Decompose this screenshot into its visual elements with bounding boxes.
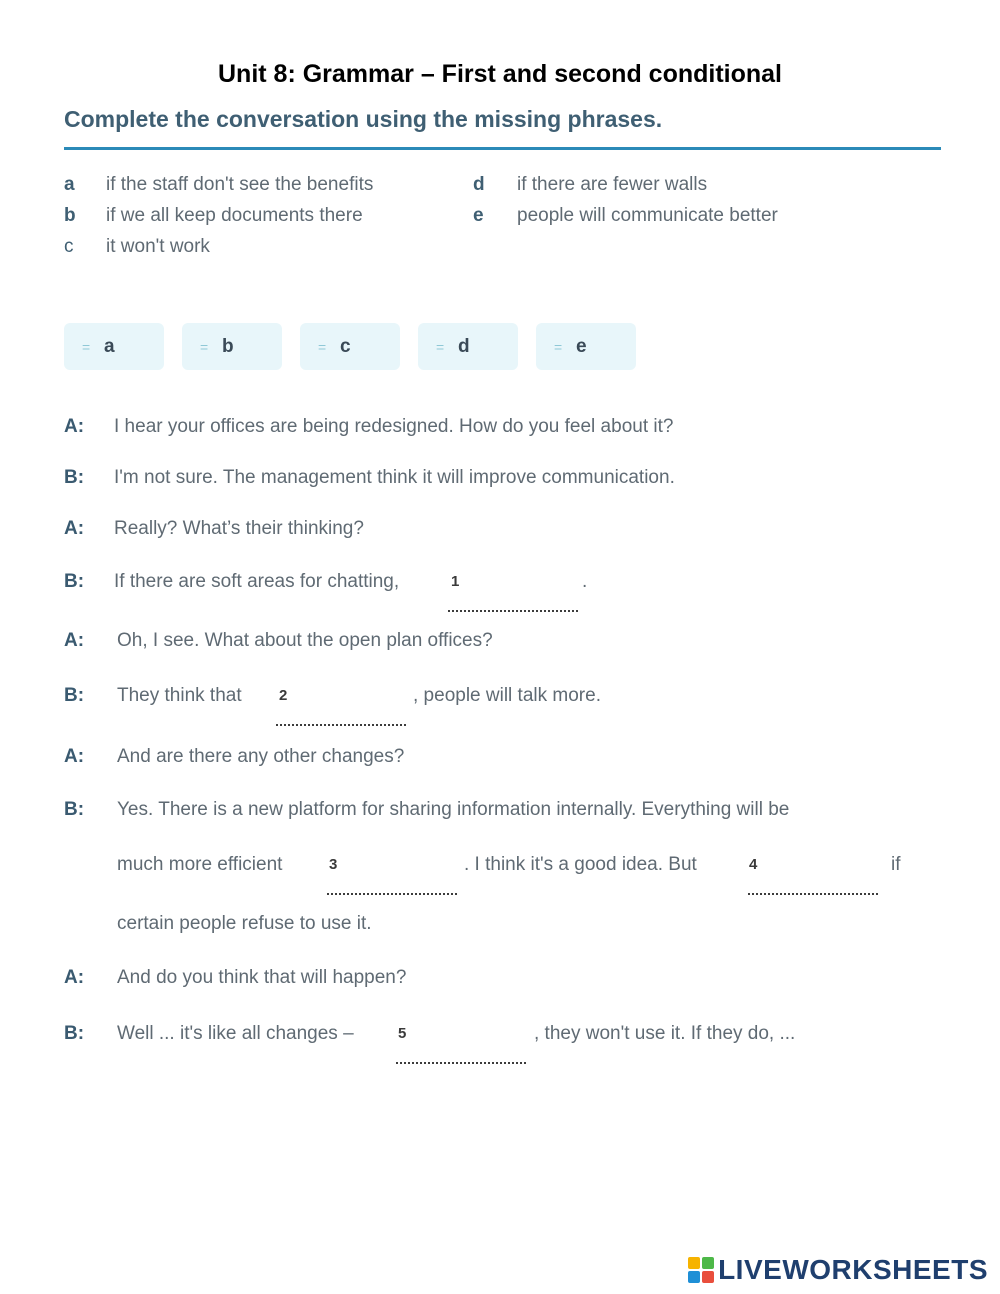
speaker-label: A:: [64, 967, 85, 988]
drag-handle-icon: =: [200, 338, 209, 355]
option-letter: c: [64, 236, 74, 257]
dialogue-line: Yes. There is a new platform for sharing information internally. Everything will be: [117, 799, 790, 820]
logo-square: [702, 1257, 714, 1269]
chip-label: e: [576, 335, 587, 357]
option-text: people will communicate better: [517, 205, 778, 226]
option-letter: e: [473, 205, 484, 226]
dialogue-line: They think that: [117, 685, 242, 706]
answer-gap-5[interactable]: [396, 1034, 526, 1064]
option-d: [473, 174, 707, 196]
option-letter: d: [473, 174, 485, 195]
answer-gap-3[interactable]: [327, 865, 457, 895]
chip-label: b: [222, 335, 234, 357]
dialogue-line-mid: . I think it's a good idea. But: [464, 854, 697, 875]
speaker-label: B:: [64, 1023, 85, 1044]
dialogue-line: Well ... it's like all changes –: [117, 1023, 354, 1044]
instruction: Complete the conversation using the missing phrases.: [64, 106, 663, 132]
option-c: [64, 236, 210, 258]
dialogue-line: Oh, I see. What about the open plan offices?: [117, 630, 493, 651]
speaker-label: B:: [64, 467, 85, 488]
dialogue-line: If there are soft areas for chatting,: [114, 571, 400, 592]
logo-square: [702, 1271, 714, 1283]
drag-chip-e[interactable]: [536, 323, 636, 370]
option-letter: a: [64, 174, 75, 195]
dialogue-line-end: , they won't use it. If they do, ...: [534, 1023, 796, 1044]
speaker-label: A:: [64, 518, 85, 539]
speaker-label: B:: [64, 685, 85, 706]
drag-chip-c[interactable]: [300, 323, 400, 370]
chip-label: a: [104, 335, 115, 357]
answer-gap-4[interactable]: [748, 865, 878, 895]
speaker-label: A:: [64, 746, 85, 767]
gap-number: 1: [451, 573, 460, 590]
answer-gap-1[interactable]: [448, 582, 578, 612]
dialogue-line: And do you think that will happen?: [117, 967, 407, 988]
gap-number: 2: [279, 687, 288, 704]
dialogue-line: certain people refuse to use it.: [117, 913, 372, 934]
drag-handle-icon: =: [82, 338, 91, 355]
option-b: [64, 205, 363, 227]
gap-number: 5: [398, 1025, 407, 1042]
chip-label: d: [458, 335, 470, 357]
gap-number: 3: [329, 856, 338, 873]
dialogue-line-end: .: [582, 571, 588, 592]
divider: [64, 147, 941, 150]
logo-icon: [688, 1257, 714, 1283]
dialogue-line-end: if: [891, 854, 901, 875]
drag-chip-d[interactable]: [418, 323, 518, 370]
speaker-label: B:: [64, 799, 85, 820]
drag-chip-a[interactable]: [64, 323, 164, 370]
option-e: [473, 205, 778, 227]
option-text: if we all keep documents there: [106, 205, 363, 226]
gap-number: 4: [749, 856, 758, 873]
dialogue-line-end: , people will talk more.: [413, 685, 601, 706]
dialogue-line: Really? What’s their thinking?: [114, 518, 364, 539]
drag-handle-icon: =: [554, 338, 563, 355]
dialogue-line: I'm not sure. The management think it will improve communication.: [114, 467, 675, 488]
drag-handle-icon: =: [318, 338, 327, 355]
dialogue-line: much more efficient: [117, 854, 283, 875]
logo-square: [688, 1271, 700, 1283]
speaker-label: A:: [64, 416, 85, 437]
liveworksheets-logo[interactable]: [688, 1254, 988, 1286]
chip-label: c: [340, 335, 351, 357]
speaker-label: B:: [64, 571, 85, 592]
option-text: if the staff don't see the benefits: [106, 174, 374, 195]
page-title: Unit 8: Grammar – First and second conditional: [218, 60, 782, 88]
dialogue-line: And are there any other changes?: [117, 746, 405, 767]
option-letter: b: [64, 205, 76, 226]
option-text: it won't work: [106, 236, 210, 257]
drag-chip-b[interactable]: [182, 323, 282, 370]
drag-handle-icon: =: [436, 338, 445, 355]
logo-square: [688, 1257, 700, 1269]
speaker-label: A:: [64, 630, 85, 651]
answer-gap-2[interactable]: [276, 696, 406, 726]
logo-text: LIVEWORKSHEETS: [718, 1254, 988, 1285]
option-a: [64, 174, 373, 196]
option-text: if there are fewer walls: [517, 174, 708, 195]
dialogue-line: I hear your offices are being redesigned. How do you feel about it?: [114, 416, 674, 437]
